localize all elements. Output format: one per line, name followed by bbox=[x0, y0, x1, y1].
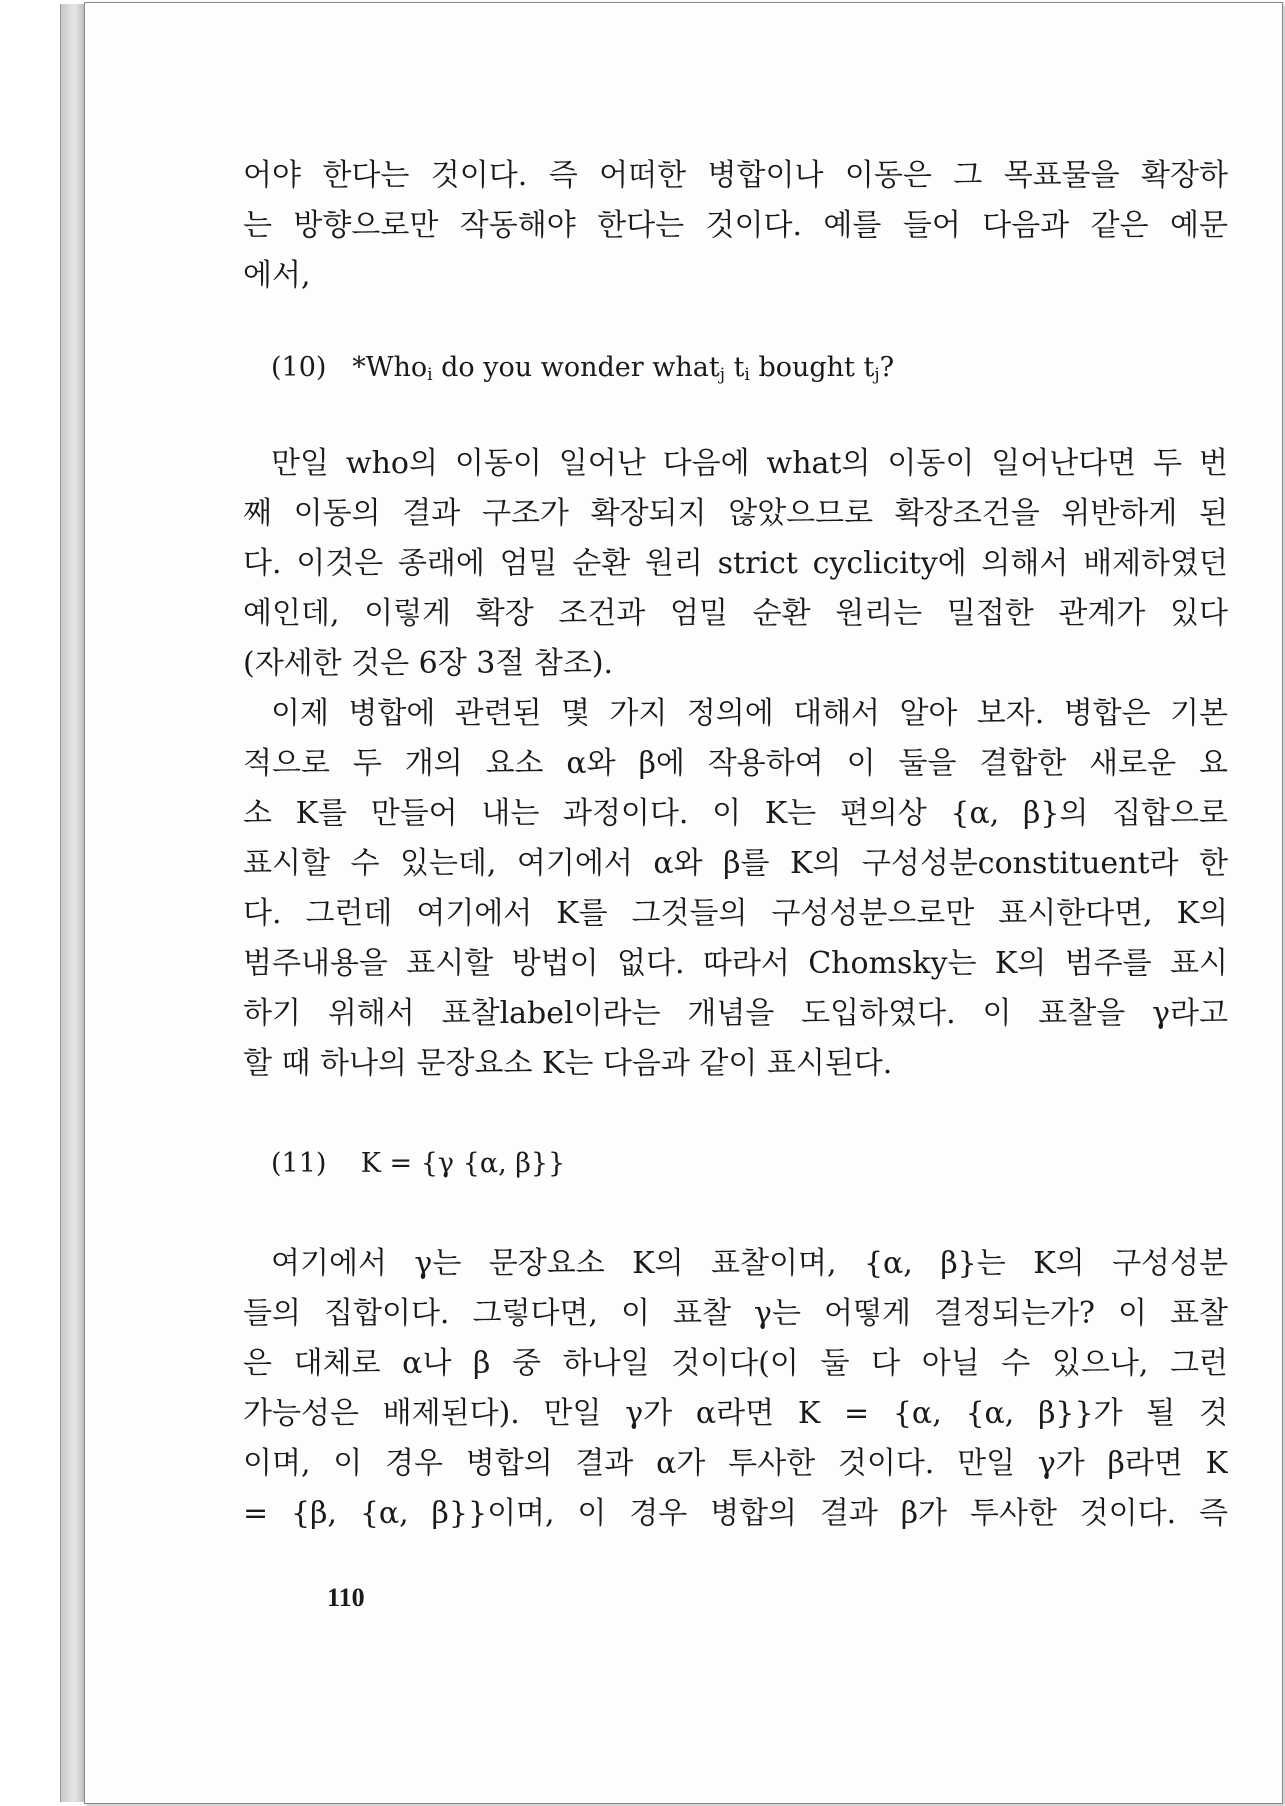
text-line: 하기 위해서 표찰label이라는 개념을 도입하였다. 이 표찰을 γ라고 bbox=[243, 996, 1228, 1031]
text-line: 이며, 이 경우 병합의 결과 α가 투사한 것이다. 만일 γ가 β라면 K bbox=[243, 1446, 1228, 1481]
example-label: (11) bbox=[271, 1148, 327, 1179]
text-line: 다. 이것은 종래에 엄밀 순환 원리 strict cyclicity에 의해서 배제하였던 bbox=[243, 546, 1228, 581]
example-text: ? bbox=[879, 352, 895, 383]
example-text: *Who bbox=[352, 352, 428, 383]
text-line: 적으로 두 개의 요소 α와 β에 작용하여 이 둘을 결합한 새로운 요 bbox=[243, 746, 1228, 781]
text-line: 이제 병합에 관련된 몇 가지 정의에 대해서 알아 보자. 병합은 기본 bbox=[271, 696, 1228, 731]
text-line: (자세한 것은 6장 3절 참조). bbox=[243, 646, 614, 681]
text-line: 는 방향으로만 작동해야 한다는 것이다. 예를 들어 다음과 같은 예문 bbox=[243, 208, 1228, 243]
page-edge bbox=[60, 4, 85, 1802]
text-line: 째 이동의 결과 구조가 확장되지 않았으므로 확장조건을 위반하게 된 bbox=[243, 496, 1228, 531]
example-11 bbox=[271, 1139, 1228, 1189]
text-line: 들의 집합이다. 그렇다면, 이 표찰 γ는 어떻게 결정되는가? 이 표찰 bbox=[243, 1296, 1228, 1331]
example-label: (10) bbox=[271, 352, 327, 383]
text-line: 범주내용을 표시할 방법이 없다. 따라서 Chomsky는 K의 범주를 표시 bbox=[243, 946, 1228, 981]
example-text: K = {γ {α, β}} bbox=[360, 1148, 566, 1179]
page-number: 110 bbox=[327, 1583, 365, 1612]
text-line: 표시할 수 있는데, 여기에서 α와 β를 K의 구성성분constituent라 한 bbox=[243, 846, 1228, 881]
subscript: i bbox=[427, 365, 433, 385]
text-line: 가능성은 배제된다). 만일 γ가 α라면 K = {α, {α, β}}가 될 것 bbox=[243, 1396, 1228, 1431]
text-line: 에서, bbox=[243, 258, 311, 293]
text-line: 할 때 하나의 문장요소 K는 다음과 같이 표시된다. bbox=[243, 1046, 893, 1081]
page-body bbox=[243, 151, 1228, 1539]
text-line: = {β, {α, β}}이며, 이 경우 병합의 결과 β가 투사한 것이다. 즉 bbox=[243, 1496, 1228, 1531]
paragraph-2 bbox=[243, 439, 1228, 1089]
text-line: 만일 who의 이동이 일어난 다음에 what의 이동이 일어난다면 두 번 bbox=[271, 446, 1228, 481]
example-10 bbox=[271, 343, 1228, 393]
example-text: do you wonder what bbox=[432, 352, 720, 383]
text-line: 소 K를 만들어 내는 과정이다. 이 K는 편의상 {α, β}의 집합으로 bbox=[243, 796, 1228, 831]
paragraph-1 bbox=[243, 151, 1228, 301]
subscript: i bbox=[744, 365, 750, 385]
example-text: t bbox=[724, 352, 745, 383]
subscript: j bbox=[719, 365, 725, 385]
example-text: bought t bbox=[749, 352, 875, 383]
paragraph-3 bbox=[243, 1239, 1228, 1539]
book-page bbox=[84, 2, 1283, 1804]
text-line: 여기에서 γ는 문장요소 K의 표찰이며, {α, β}는 K의 구성성분 bbox=[271, 1246, 1228, 1281]
text-line: 다. 그런데 여기에서 K를 그것들의 구성성분으로만 표시한다면, K의 bbox=[243, 896, 1228, 931]
subscript: j bbox=[874, 365, 880, 385]
text-line: 어야 한다는 것이다. 즉 어떠한 병합이나 이동은 그 목표물을 확장하 bbox=[243, 158, 1228, 193]
text-line: 예인데, 이렇게 확장 조건과 엄밀 순환 원리는 밀접한 관계가 있다 bbox=[243, 596, 1228, 631]
text-line: 은 대체로 α나 β 중 하나일 것이다(이 둘 다 아닐 수 있으나, 그런 bbox=[243, 1346, 1228, 1381]
